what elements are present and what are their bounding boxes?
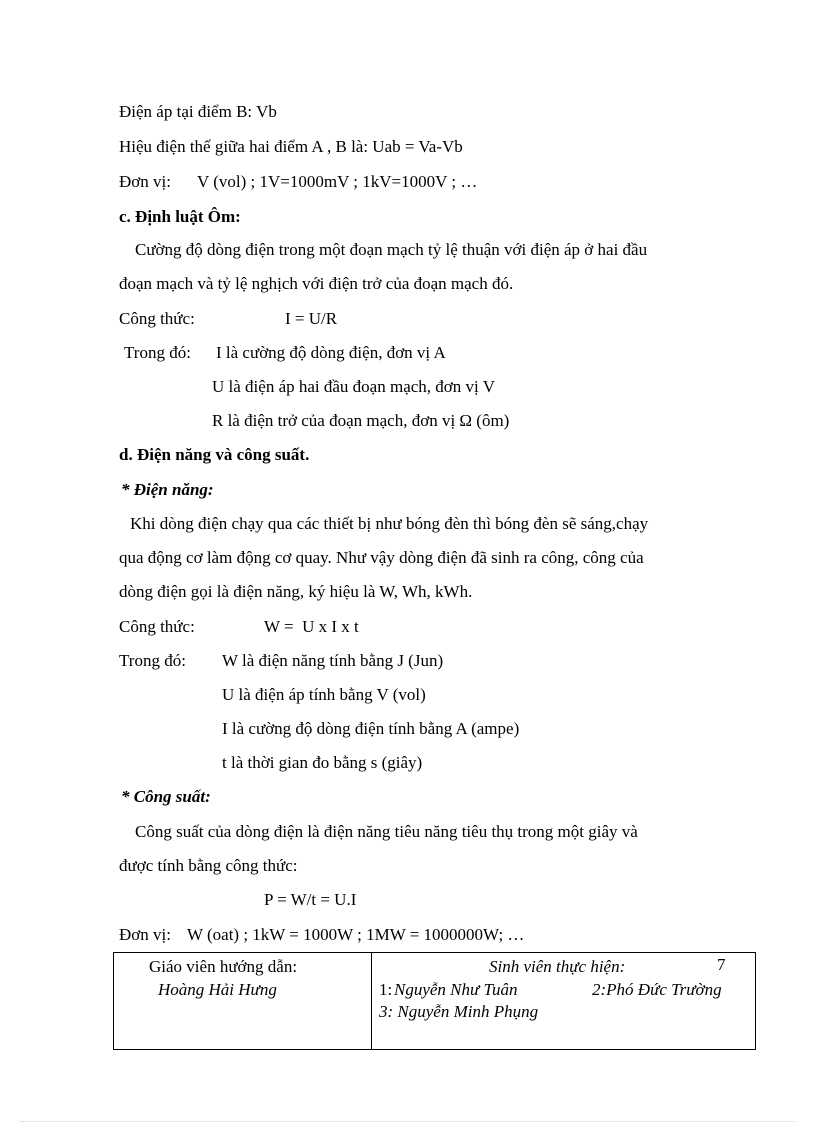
where-item-time: t là thời gian đo bằng s (giây) (222, 753, 423, 772)
advisor-name: Hoàng Hải Hưng (158, 980, 277, 999)
heading-ohm-law: c. Định luật Ôm: (119, 207, 241, 226)
page-edge-divider (20, 1121, 796, 1122)
formula-ohm: I = U/R (285, 309, 338, 328)
footer-table (113, 952, 756, 1050)
where-item-current: I là cường độ dòng điện, đơn vị A (216, 343, 446, 362)
paragraph-power-2: được tính bằng công thức: (119, 856, 298, 875)
paragraph-ohm-1: Cường độ dòng điện trong một đoạn mạch tỷ lệ thuận với điện áp ở hai đầu (135, 240, 648, 259)
formula-power: P = W/t = U.I (264, 890, 357, 909)
where-label-1: Trong đó: (124, 343, 191, 362)
student-3-name: 3: Nguyễn Minh Phụng (379, 1002, 539, 1021)
paragraph-power-1: Công suất của dòng điện là điện năng tiêu năng tiêu thụ trong một giây và (135, 822, 638, 841)
where-item-energy: W là điện năng tính bằng J (Jun) (222, 651, 444, 670)
where-label-2: Trong đó: (119, 651, 186, 670)
paragraph-ohm-2: đoạn mạch và tỷ lệ nghịch với điện trở của đoạn mạch đó. (119, 274, 514, 293)
paragraph-energy-3: dòng điện gọi là điện năng, ký hiệu là W, Wh, kWh. (119, 582, 473, 601)
paragraph-energy-1: Khi dòng điện chạy qua các thiết bị như bóng đèn thì bóng đèn sẽ sáng,chạy (130, 514, 649, 533)
student-1-number: 1: (379, 980, 393, 999)
formula-label-1: Công thức: (119, 309, 195, 328)
subheading-power: * Công suất: (121, 787, 211, 806)
line-voltage-b: Điện áp tại điểm B: Vb (119, 102, 277, 121)
heading-energy-power: d. Điện năng và công suất. (119, 445, 310, 464)
student-2-name: 2:Phó Đức Trường (592, 980, 722, 999)
page-number: 7 (717, 955, 726, 974)
unit-label: Đơn vị: (119, 172, 171, 191)
formula-energy: W = U x I x t (264, 617, 359, 636)
students-title: Sinh viên thực hiện: (489, 957, 626, 976)
advisor-title: Giáo viên hướng dẫn: (149, 957, 298, 976)
formula-label-2: Công thức: (119, 617, 195, 636)
unit-value: V (vol) ; 1V=1000mV ; 1kV=1000V ; … (197, 172, 478, 191)
where-item-voltage-2: U là điện áp tính bằng V (vol) (222, 685, 426, 704)
student-1-name: Nguyễn Như Tuân (394, 980, 518, 999)
paragraph-energy-2: qua động cơ làm động cơ quay. Như vậy dòng điện đã sinh ra công, công của (119, 548, 644, 567)
footer-divider (371, 953, 372, 1049)
line-potential-difference: Hiệu điện thế giữa hai điểm A , B là: Uab = Va-Vb (119, 137, 463, 156)
unit-value-2: W (oat) ; 1kW = 1000W ; 1MW = 1000000W; … (187, 925, 525, 944)
subheading-energy: * Điện năng: (121, 480, 214, 499)
where-item-current-2: I là cường độ dòng điện tính bằng A (ampe) (222, 719, 520, 738)
where-item-resistance: R là điện trở của đoạn mạch, đơn vị Ω (ôm) (212, 411, 510, 430)
where-item-voltage: U là điện áp hai đầu đoạn mạch, đơn vị V (212, 377, 495, 396)
unit-label-2: Đơn vị: (119, 925, 171, 944)
